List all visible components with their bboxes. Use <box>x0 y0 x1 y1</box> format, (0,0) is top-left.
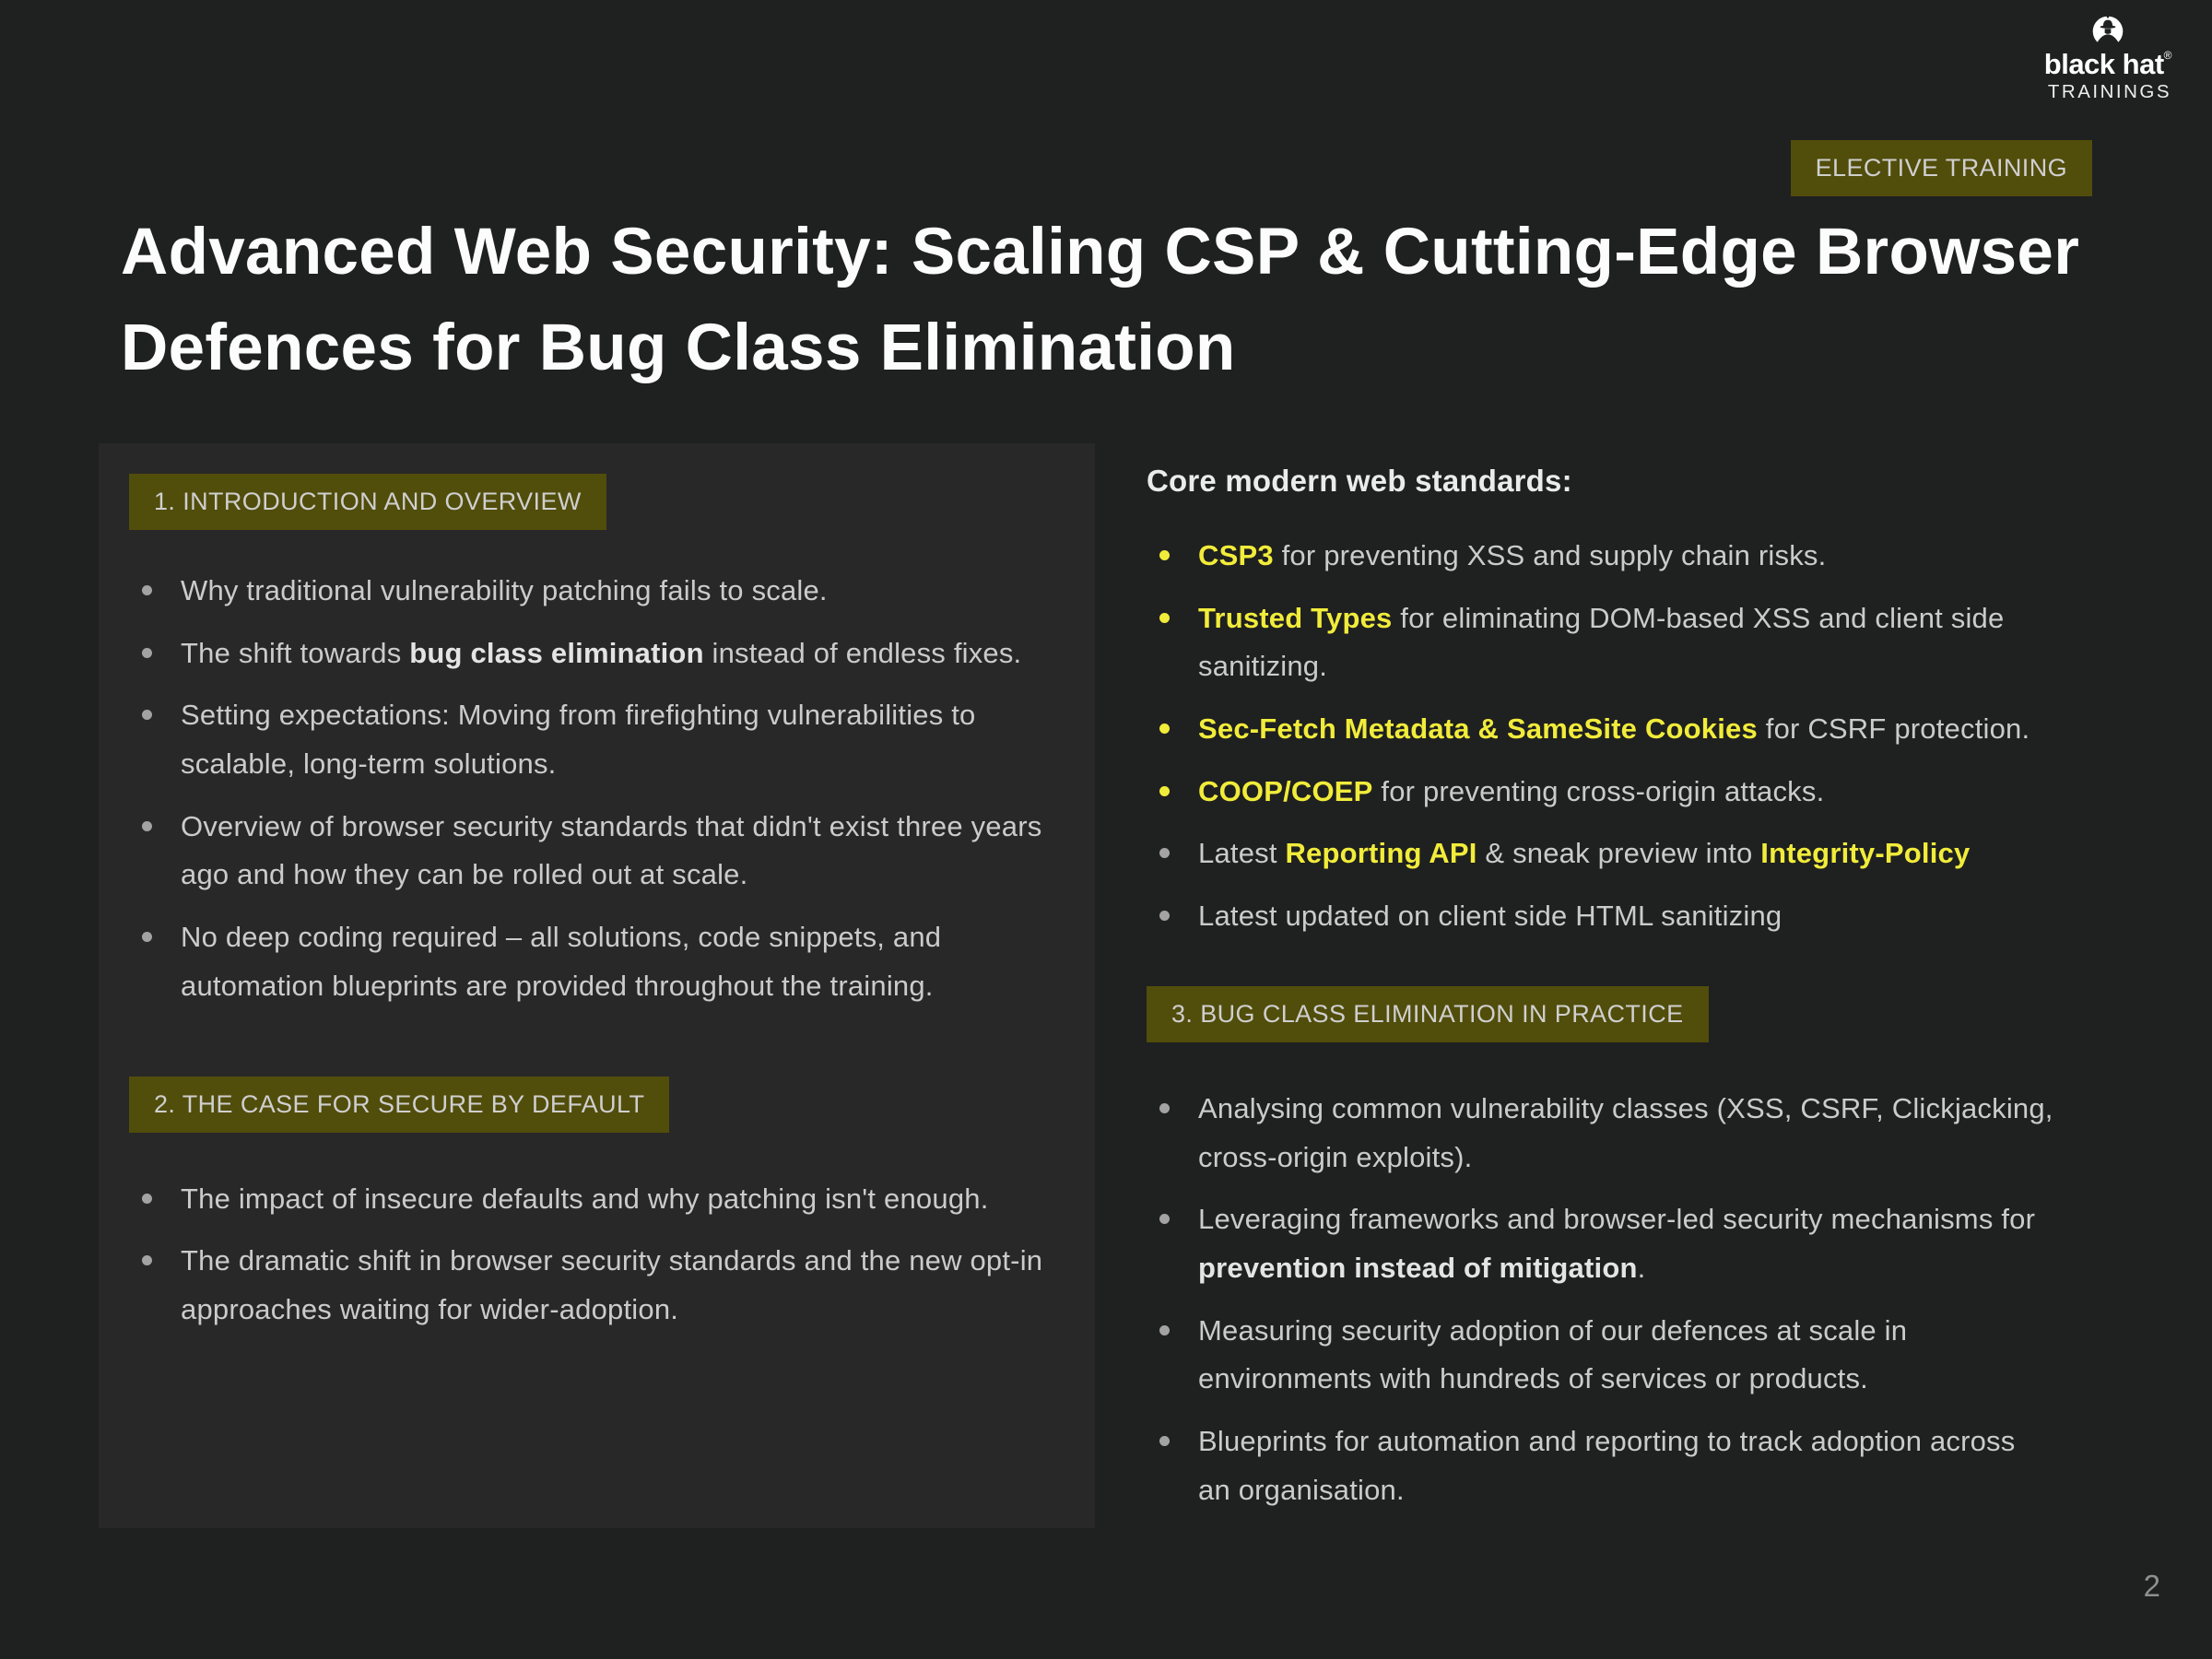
logo-text: black hat <box>2043 48 2164 80</box>
list-item <box>1159 768 2096 817</box>
list-item <box>1159 1195 2096 1292</box>
bullet-text: Analysing common vulnerability classes (XSS, CSRF, Clickjacking, cross-origin exploits). <box>1198 1091 2053 1173</box>
bullet-text: No deep coding required – all solutions, code snippets, and automation blueprints are provided throughout the training. <box>181 921 942 1002</box>
standards-bullet-list <box>1147 532 2096 941</box>
bullet-text: The shift towards bug class elimination instead of endless fixes. <box>181 636 1022 669</box>
bullet-text: The impact of insecure defaults and why patching isn't enough. <box>181 1182 989 1215</box>
secure-by-default-bullet-list <box>129 1175 1058 1335</box>
list-item <box>1159 892 2096 941</box>
right-column <box>1147 443 2096 1528</box>
bullet-dot-icon <box>1159 550 1170 560</box>
bullet-text: Trusted Types for eliminating DOM-based XSS and client side sanitizing. <box>1198 601 2005 683</box>
bullet-dot-icon <box>1159 786 1170 796</box>
list-item <box>1159 1418 2096 1514</box>
bullet-text: Sec-Fetch Metadata & SameSite Cookies for CSRF protection. <box>1198 712 2030 746</box>
bullet-text: Leveraging frameworks and browser-led security mechanisms for prevention instead of mitigation. <box>1198 1203 2036 1284</box>
bullet-dot-icon <box>142 1194 152 1204</box>
bullet-text: Setting expectations: Moving from firefighting vulnerabilities to scalable, long-term solutions. <box>181 699 976 781</box>
bullet-text: CSP3 for preventing XSS and supply chain risks. <box>1198 539 1827 571</box>
bullet-text: Latest Reporting API & sneak preview into Integrity-Policy <box>1198 837 1971 870</box>
list-item <box>1159 1085 2096 1182</box>
list-item <box>142 913 1058 1010</box>
section-badge-bug-class-elimination: 3. BUG CLASS ELIMINATION IN PRACTICE <box>1147 986 1709 1042</box>
bug-class-bullet-list <box>1147 1085 2096 1515</box>
logo-subtitle: TRAININGS <box>2047 81 2171 102</box>
content-columns <box>99 443 2096 1528</box>
bullet-dot-icon <box>1159 613 1170 623</box>
left-panel-card <box>99 443 1095 1528</box>
standards-heading: Core modern web standards: <box>1147 464 1572 498</box>
bullet-dot-icon <box>1159 911 1170 921</box>
bullet-dot-icon <box>1159 1103 1170 1113</box>
bullet-text: COOP/COEP for preventing cross-origin attacks. <box>1198 774 1825 807</box>
list-item <box>142 1237 1058 1334</box>
introduction-bullet-list <box>129 567 1058 1011</box>
bullet-dot-icon <box>142 1255 152 1265</box>
section-badge-secure-by-default: 2. THE CASE FOR SECURE BY DEFAULT <box>129 1077 669 1133</box>
blackhat-hat-person-icon <box>2091 15 2124 48</box>
list-item <box>1159 532 2096 581</box>
bullet-text: Why traditional vulnerability patching fails to scale. <box>181 574 828 606</box>
list-item <box>142 567 1058 616</box>
list-item <box>1159 705 2096 754</box>
list-item <box>142 803 1058 900</box>
list-item <box>142 629 1058 678</box>
bullet-dot-icon <box>1159 1325 1170 1335</box>
bullet-dot-icon <box>142 585 152 595</box>
blackhat-logo <box>2044 15 2171 103</box>
bullet-dot-icon <box>142 932 152 942</box>
bullet-dot-icon <box>1159 848 1170 858</box>
logo-registered-mark: ® <box>2163 49 2171 62</box>
bullet-dot-icon <box>1159 1214 1170 1224</box>
bullet-text: Latest updated on client side HTML sanitizing <box>1198 900 1783 933</box>
list-item <box>1159 830 2096 878</box>
section-badge-introduction: 1. INTRODUCTION AND OVERVIEW <box>129 474 606 530</box>
list-item <box>142 691 1058 788</box>
page-number: 2 <box>2143 1569 2160 1603</box>
bullet-dot-icon <box>1159 1436 1170 1446</box>
bullet-dot-icon <box>1159 724 1170 734</box>
bullet-text: Measuring security adoption of our defences at scale in environments with hundreds of services or products. <box>1198 1313 1908 1395</box>
list-item <box>1159 1307 2096 1404</box>
list-item <box>1159 594 2096 691</box>
bullet-dot-icon <box>142 821 152 831</box>
logo-wordmark <box>2044 50 2171 78</box>
elective-training-badge: ELECTIVE TRAINING <box>1791 140 2092 196</box>
bullet-text: The dramatic shift in browser security standards and the new opt-in approaches waiting for wider-adoption. <box>181 1244 1043 1325</box>
bullet-dot-icon <box>142 710 152 720</box>
page-title: Advanced Web Security: Scaling CSP & Cutting-Edge Browser Defences for Bug Class Elimination <box>121 216 2080 385</box>
list-item <box>142 1175 1058 1224</box>
bullet-text: Blueprints for automation and reporting to track adoption across an organisation. <box>1198 1424 2016 1506</box>
bullet-dot-icon <box>142 648 152 658</box>
bullet-text: Overview of browser security standards that didn't exist three years ago and how they can be rolled out at scale. <box>181 809 1042 891</box>
